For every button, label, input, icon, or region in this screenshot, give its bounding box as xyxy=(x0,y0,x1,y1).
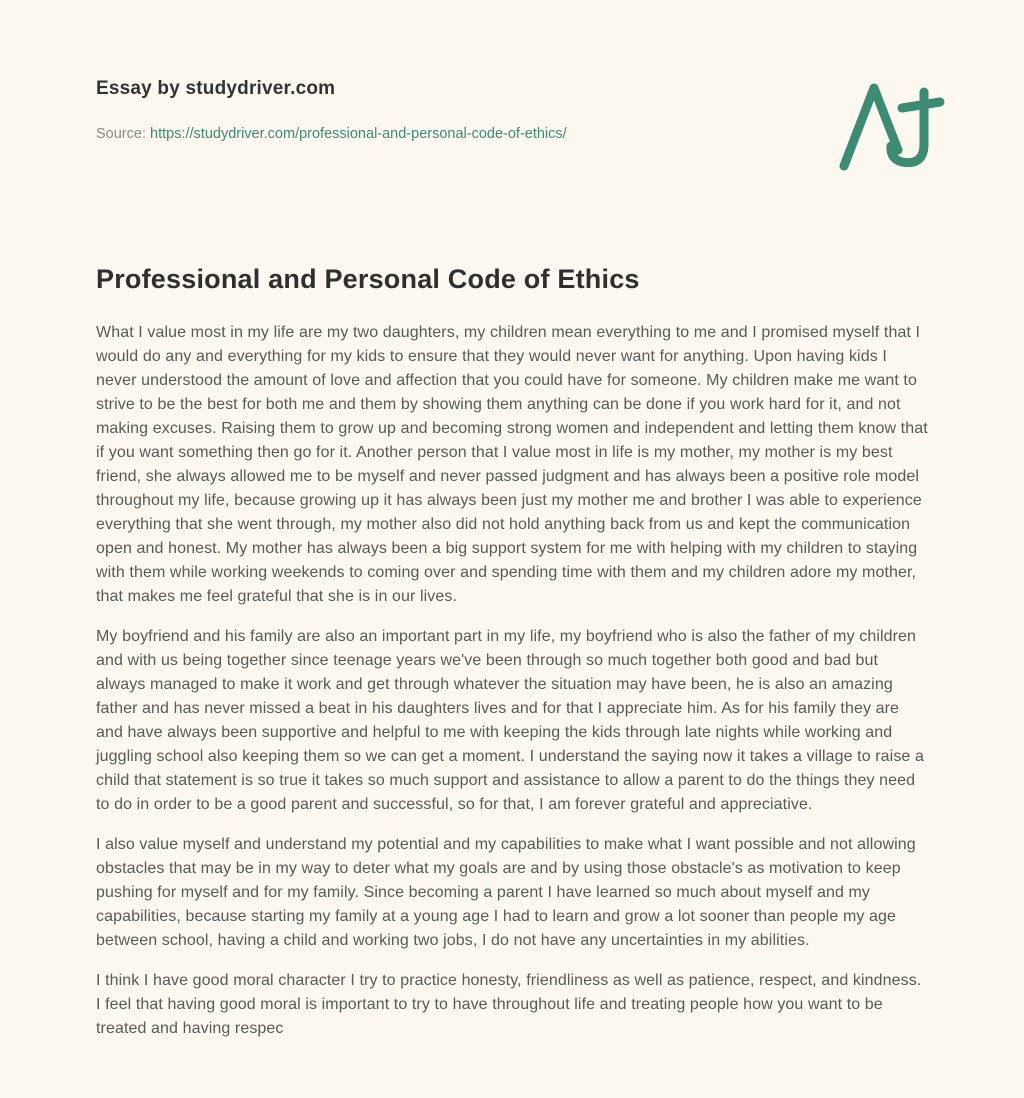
source-label: Source: xyxy=(96,126,146,142)
page-header xyxy=(96,78,928,142)
byline: Essay by studydriver.com xyxy=(96,78,336,99)
source-url-link[interactable]: https://studydriver.com/professional-and-personal-code-of-ethics/ xyxy=(150,126,567,142)
essay-paragraph: I think I have good moral character I try to practice honesty, friendliness as well as patience, respect, and kindness. I feel that having good moral is important to try to have throughout life and treating people how you want to be treated and having respec xyxy=(96,972,922,1037)
source-line xyxy=(96,126,788,142)
studydriver-logo-icon xyxy=(836,78,946,173)
essay-body xyxy=(96,321,928,1041)
essay-paragraph: My boyfriend and his family are also an important part in my life, my boyfriend who is also the father of my children and with us being together since teenage years we've been through so much together both good and bad but always managed to make it work and get through whatever the situation may have been, he is also an amazing father and has never missed a beat in his daughters lives and for that I appreciate him. As for his family they are and have always been supportive and helpful to me with keeping the kids through late nights while working and juggling school also keeping them so we can get a moment. I understand the saying now it takes a village to raise a child that statement is so true it takes so much support and assistance to allow a parent to do the things they need to do in order to be a good parent and successful, so for that, I am forever grateful and appreciative. xyxy=(96,628,924,813)
essay-title: Professional and Personal Code of Ethics xyxy=(96,264,640,294)
essay-paragraph: What I value most in my life are my two daughters, my children mean everything to me and I promised myself that I would do any and everything for my kids to ensure that they would never want for anything. Upon having kids I never understood the amount of love and affection that you could have for someone. My children make me want to strive to be the best for both me and them by showing them anything can be done if you work hard for it, and not making excuses. Raising them to grow up and becoming strong women and independent and letting them know that if you want something then go for it. Another person that I value most in life is my mother, my mother is my best friend, she always allowed me to be myself and never passed judgment and has always been a positive role model throughout my life, because growing up it has always been just my mother me and brother I was able to experience everything that she went through, my mother also did not hold anything back from us and kept the communication open and honest. My mother has always been a big support system for me with helping with my children to staying with them while working weekends to coming over and spending time with them and my children adore my mother, that makes me feel grateful that she is in our lives. xyxy=(96,324,928,605)
essay-paragraph: I also value myself and understand my potential and my capabilities to make what I want possible and not allowing obstacles that may be in my way to deter what my goals are and by using those obstacle's as motivation to keep pushing for myself and for my family. Since becoming a parent I have learned so much about myself and my capabilities, because starting my family at a young age I had to learn and grow a lot sooner than people my age between school, having a child and working two jobs, I do not have any uncertainties in my abilities. xyxy=(96,836,916,949)
